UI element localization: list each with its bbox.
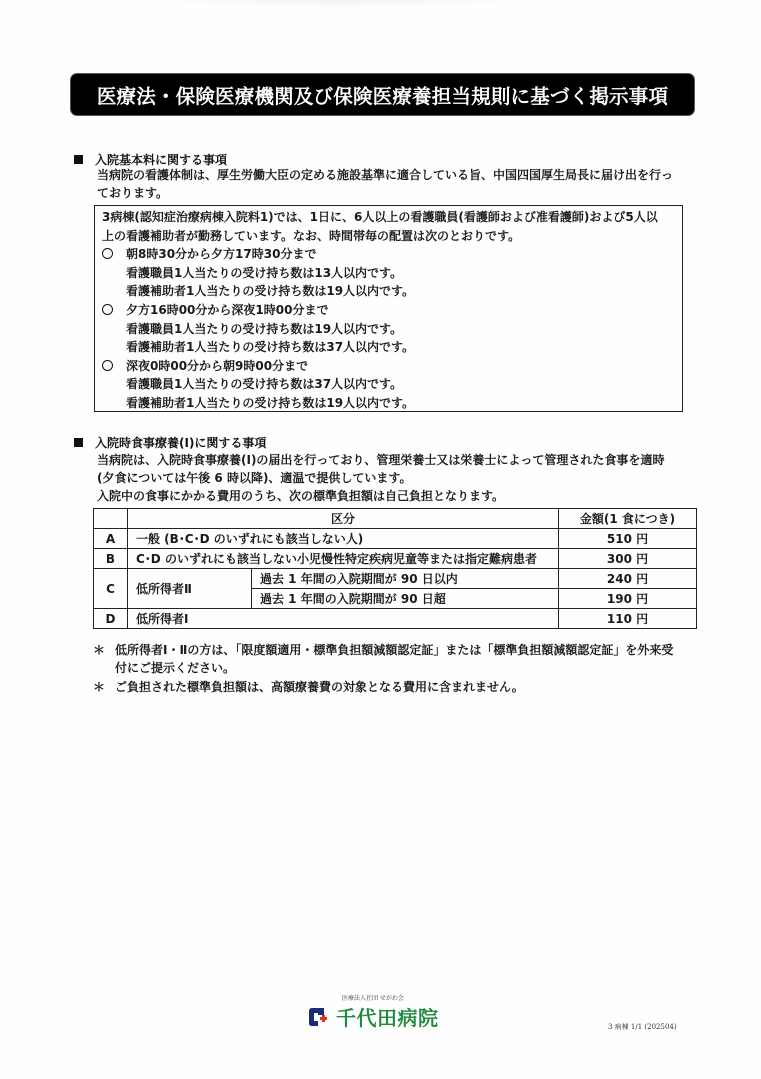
section-heading-text: 入院基本料に関する事項 (95, 153, 228, 167)
section1-intro (97, 166, 673, 202)
row-condition: 過去 1 年間の入院期間が 90 日超 (252, 589, 559, 609)
hospital-name: 千代田病院 (336, 1006, 439, 1030)
hospital-logo (308, 1002, 439, 1031)
table-row (94, 549, 697, 569)
cross-logo-icon (308, 1007, 330, 1027)
table-row (94, 569, 697, 589)
section-heading-meal-service (74, 434, 266, 451)
asterisk-icon: ＊ (93, 680, 106, 694)
table-row (94, 609, 697, 629)
shift-period-text: 夕方16時00分から深夜1時00分まで (126, 302, 329, 317)
header-code-cell (94, 509, 128, 529)
footnote-text: 付にご提示ください。 (115, 661, 236, 675)
shift-period (102, 301, 682, 320)
row-category: 一般 (B･C･D のいずれにも該当しない人) (128, 529, 559, 549)
table-header-row (94, 509, 697, 529)
row-condition: 過去 1 年間の入院期間が 90 日以内 (252, 569, 559, 589)
shift-detail: 看護職員1人当たりの受け持ち数は19人以内です。 (126, 321, 403, 336)
intro-line: 入院中の食事にかかる費用のうち、次の標準負担額は自己負担となります。 (97, 489, 505, 503)
shift-detail: 看護補助者1人当たりの受け持ち数は19人以内です。 (126, 284, 415, 299)
header-amount: 金額(1 食につき) (559, 509, 697, 529)
box-line: 上の看護補助者が勤務しています。なお、時間帯毎の配置は次のとおりです。 (102, 228, 521, 243)
row-amount: 240 円 (559, 569, 697, 589)
meal-fee-table (93, 508, 697, 629)
row-amount: 190 円 (559, 589, 697, 609)
asterisk-icon: ＊ (93, 643, 106, 657)
circle-bullet-icon (102, 304, 113, 315)
section2-intro (97, 451, 664, 505)
page-title: 医療法・保険医療機関及び保険医療養担当規則に基づく掲示事項 (96, 84, 669, 108)
organization-name: 医療法人社団 せがわ会 (342, 995, 404, 1002)
footnote (93, 641, 673, 677)
row-code: C (94, 569, 128, 609)
section-heading-text: 入院時食事療養(Ⅰ)に関する事項 (95, 436, 267, 450)
row-category: 低所得者Ⅰ (128, 609, 559, 629)
row-code: B (94, 549, 128, 569)
nursing-staffing-box (94, 205, 683, 412)
title-banner (71, 74, 694, 115)
row-amount: 110 円 (559, 609, 697, 629)
row-amount: 300 円 (559, 549, 697, 569)
shift-period (102, 245, 682, 264)
footnote (93, 678, 524, 696)
square-bullet-icon (74, 155, 83, 164)
intro-line: 当病院は、入院時食事療養(Ⅰ)の届出を行っており、管理栄養士又は栄養士によって管理された食事を適時 (97, 453, 665, 467)
shift-detail: 看護職員1人当たりの受け持ち数は37人以内です。 (126, 377, 403, 392)
row-code: A (94, 529, 128, 549)
shift-detail: 看護補助者1人当たりの受け持ち数は37人以内です。 (126, 340, 415, 355)
shift-period-text: 深夜0時00分から朝9時00分まで (126, 358, 309, 373)
intro-line: 当病院の看護体制は、厚生労働大臣の定める施設基準に適合している旨、中国四国厚生局長に届け出を行っ (97, 168, 674, 182)
table-row (94, 529, 697, 549)
footnote-text: ご負担された標準負担額は、高額療養費の対象となる費用に含まれません。 (115, 680, 524, 694)
intro-line: (夕食については午後 6 時以降)、適温で提供しています。 (97, 471, 412, 485)
top-shadow (150, 0, 530, 8)
square-bullet-icon (74, 438, 83, 447)
document-code: 3 病棟 1/1 (202504) (608, 1023, 677, 1031)
row-code: D (94, 609, 128, 629)
shift-detail: 看護補助者1人当たりの受け持ち数は19人以内です。 (126, 395, 415, 410)
footnote-text: 低所得者Ⅰ・Ⅱの方は、「限度額適用・標準負担額減額認定証」または「標準負担額減額認定証」を外来受 (115, 643, 674, 657)
circle-bullet-icon (102, 248, 113, 259)
row-category: 低所得者Ⅱ (128, 569, 252, 609)
shift-period-text: 朝8時30分から夕方17時30分まで (126, 247, 317, 262)
row-amount: 510 円 (559, 529, 697, 549)
row-category: C･D のいずれにも該当しない小児慢性特定疾病児童等または指定難病患者 (128, 549, 559, 569)
box-line: 3病棟(認知症治療病棟入院料1)では、1日に、6人以上の看護職員(看護師および准看護師)および5人以 (102, 210, 658, 224)
shift-period (102, 357, 682, 376)
header-category: 区分 (128, 509, 559, 529)
intro-line: ております。 (97, 186, 169, 200)
shift-detail: 看護職員1人当たりの受け持ち数は13人以内です。 (126, 265, 403, 280)
circle-bullet-icon (102, 360, 113, 371)
